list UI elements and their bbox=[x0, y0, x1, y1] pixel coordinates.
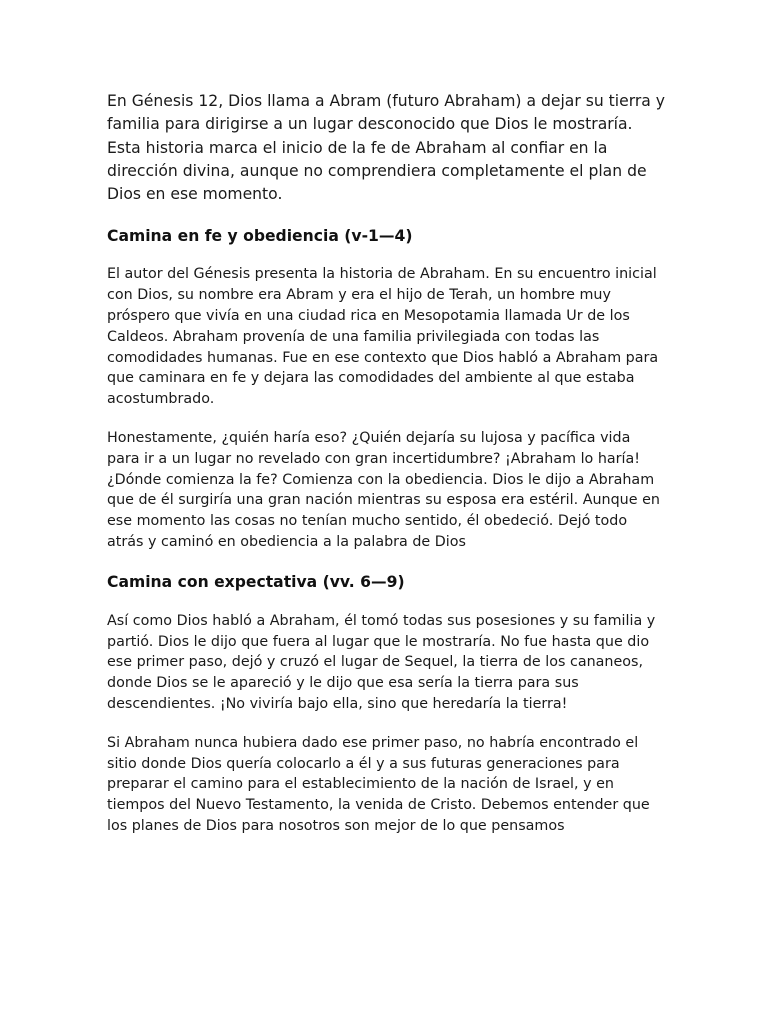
section-heading-expectation: Camina con expectativa (vv. 6—9) bbox=[107, 572, 405, 591]
paragraph-first-step: Si Abraham nunca hubiera dado ese primer paso, no habría encontrado el sitio donde Dios quería colocarlo a él y a sus futuras generaciones para preparar el camino para el establecimiento de la nación de Israel, y en tiempos del Nuevo Testamento, la venida de Cristo. Debemos entender que los planes de Dios para nosotros son mejor de lo que pensamos bbox=[107, 734, 650, 835]
intro-paragraph: En Génesis 12, Dios llama a Abram (futuro Abraham) a dejar su tierra y familia para dirigirse a un lugar desconocido que Dios le mostraría. Esta historia marca el inicio de la fe de Abraham al confiar en la dirección divina, aunque no comprendiera completamente el plan de Dios en ese momento. bbox=[107, 92, 665, 204]
section-heading-faith-obedience: Camina en fe y obediencia (v-1—4) bbox=[107, 227, 413, 246]
document-page bbox=[107, 90, 667, 837]
paragraph-honestly: Honestamente, ¿quién haría eso? ¿Quién dejaría su lujosa y pacífica vida para ir a un lugar no revelado con gran incertidumbre? ¡Abraham lo haría! ¿Dónde comienza la fe? Comienza con la obediencia. Dios le dijo a Abraham que de él surgiría una gran nación mientras su esposa era estéril. Aunque en ese momento las cosas no tenían mucho sentido, él obedeció. Dejó todo atrás y caminó en obediencia a la palabra de Dios bbox=[107, 430, 660, 551]
paragraph-abraham-departure: Así como Dios habló a Abraham, él tomó todas sus posesiones y su familia y partió. Dios le dijo que fuera al lugar que le mostraría. No fue hasta que dio ese primer paso, dejó y cruzó el lugar de Sequel, la tierra de los cananeos, donde Dios se le apareció y le dijo que esa sería la tierra para sus descendientes. ¡No viviría bajo ella, sino que heredaría la tierra! bbox=[107, 612, 656, 713]
paragraph-abraham-origin: El autor del Génesis presenta la historia de Abraham. En su encuentro inicial con Dios, su nombre era Abram y era el hijo de Terah, un hombre muy próspero que vivía en una ciudad rica en Mesopotamia llamada Ur de los Caldeos. Abraham provenía de una familia privilegiada con todas las comodidades humanas. Fue en ese contexto que Dios habló a Abraham para que caminara en fe y dejara las comodidades del ambiente al que estaba acostumbrado. bbox=[107, 266, 659, 408]
